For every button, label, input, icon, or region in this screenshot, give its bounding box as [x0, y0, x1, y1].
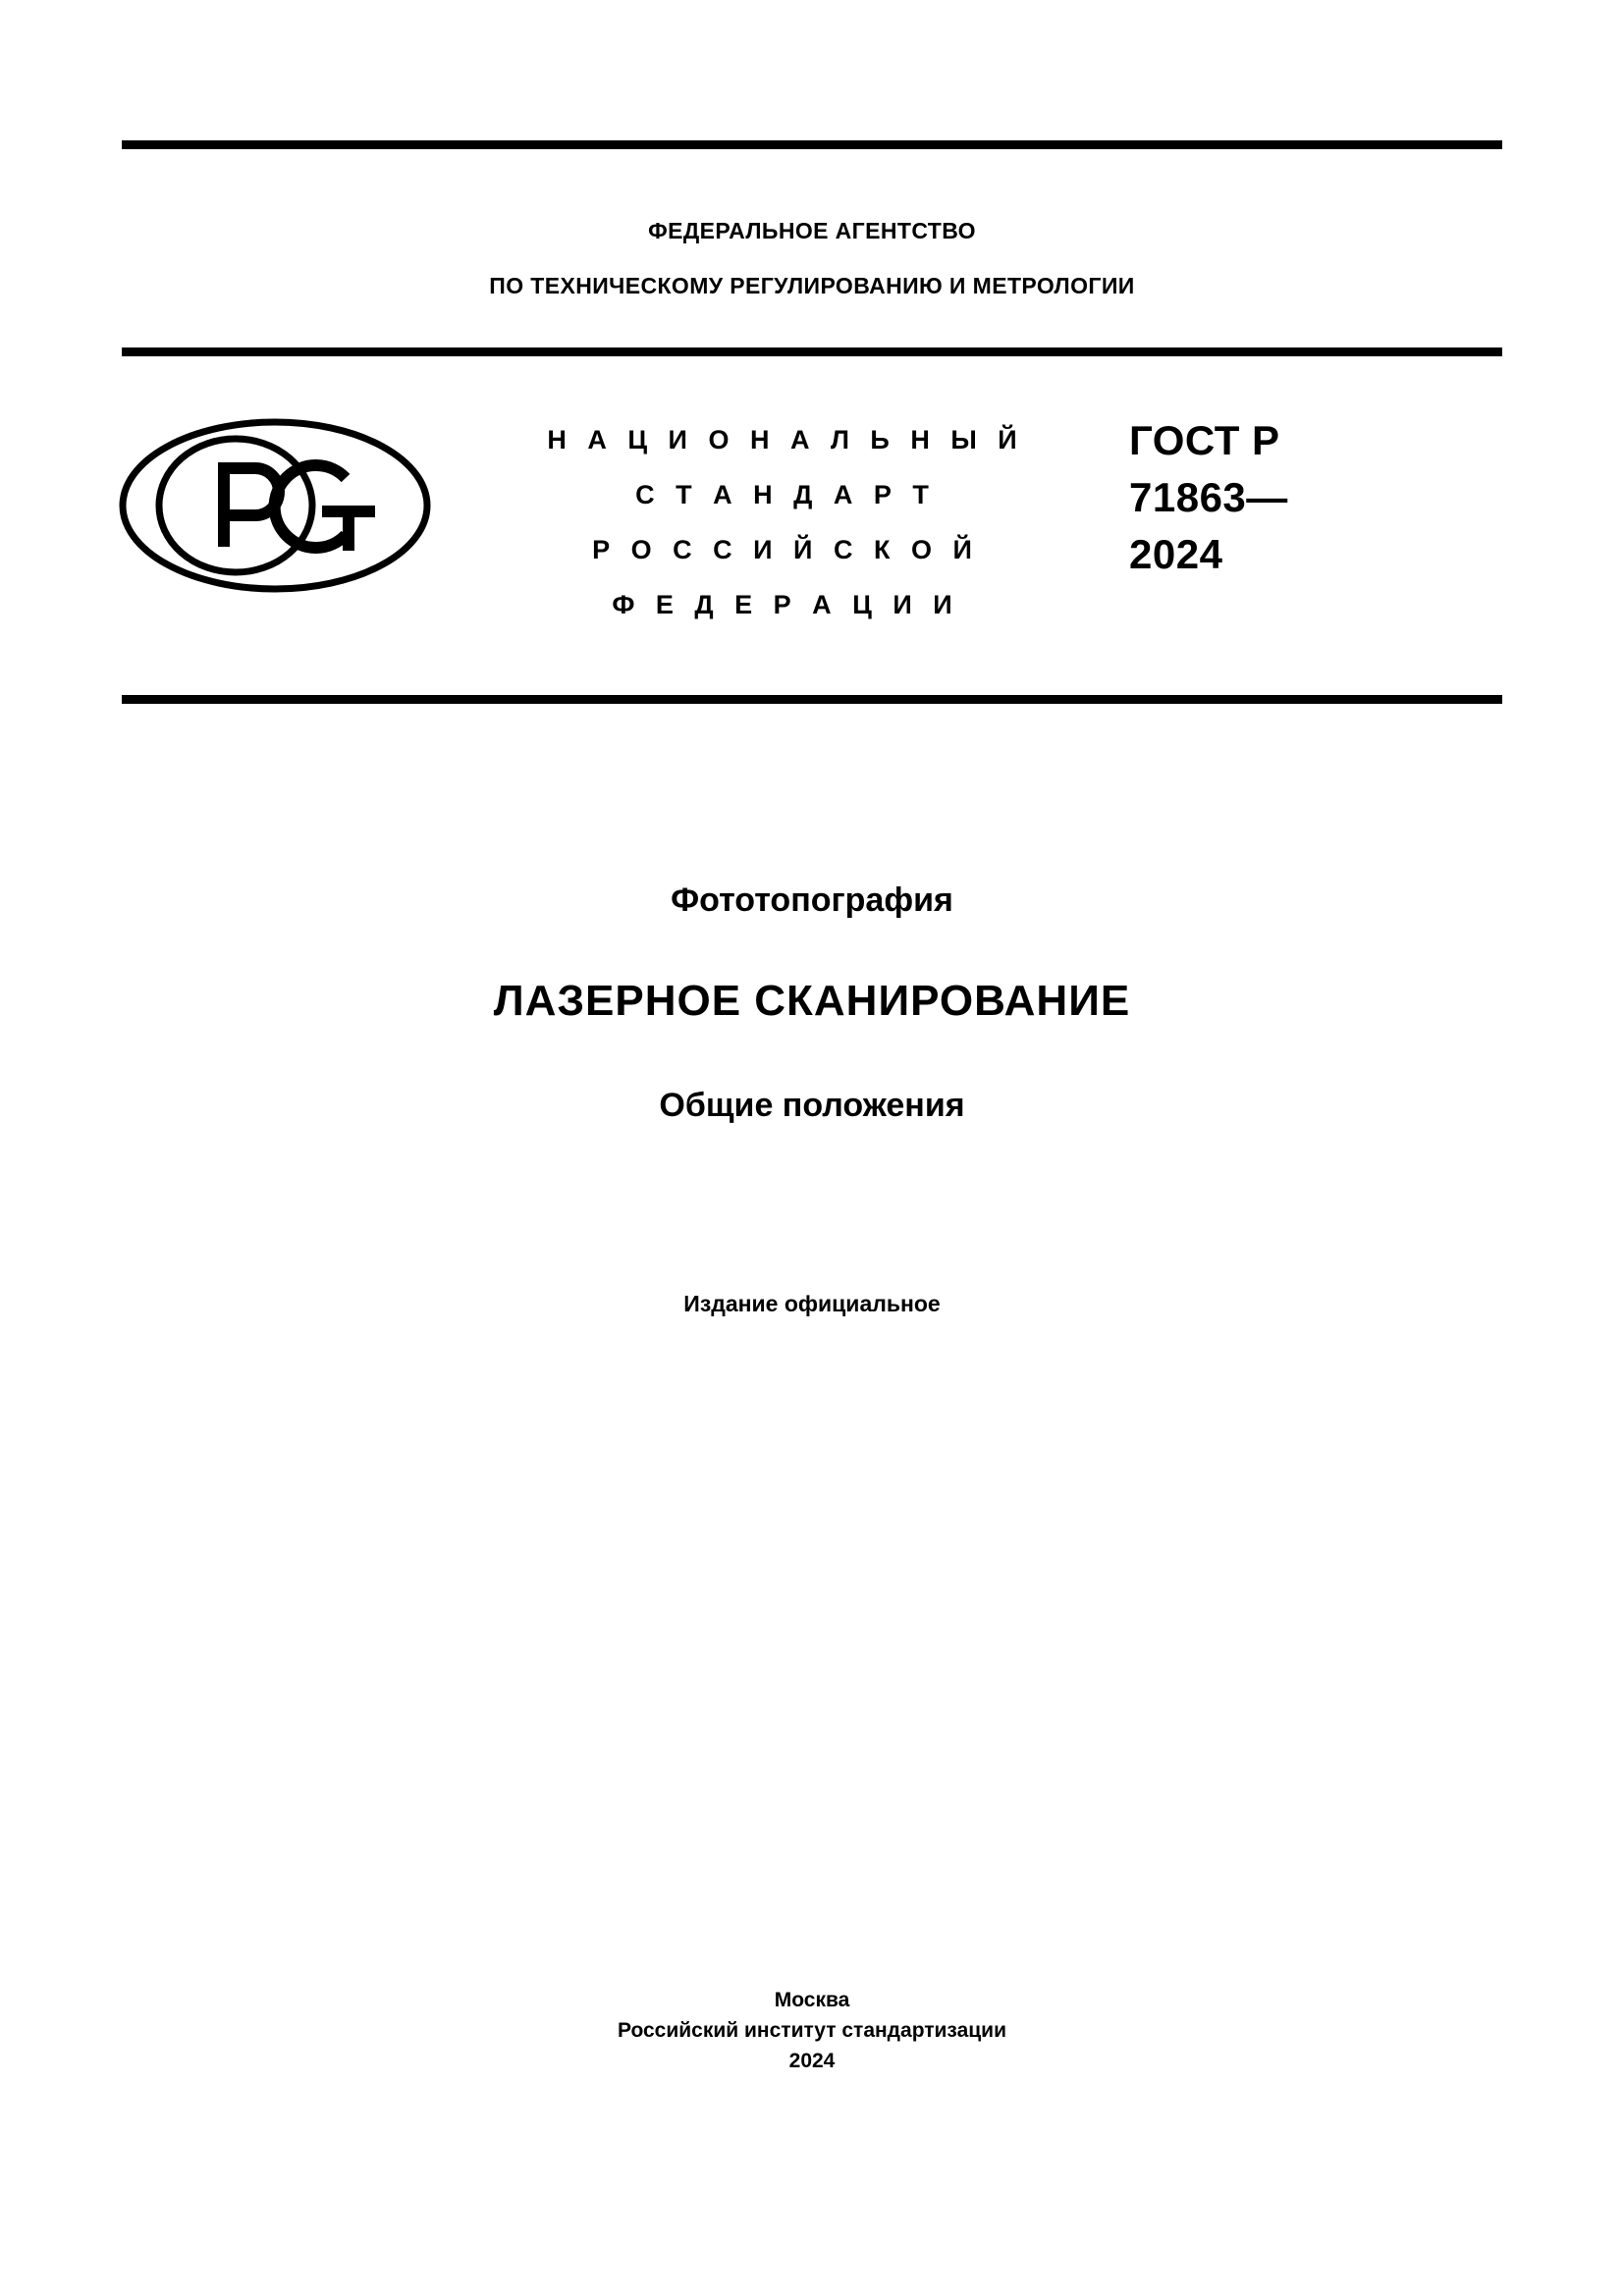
standard-designation-line-3: 2024 [1129, 531, 1223, 577]
page-title: ЛАЗЕРНОЕ СКАНИРОВАНИЕ [493, 977, 1131, 1025]
standard-designation [1129, 412, 1453, 583]
agency-name-line-1: ФЕДЕРАЛЬНОЕ АГЕНТСТВО [648, 218, 976, 243]
imprint-city: Москва [774, 1989, 850, 2011]
title-subtitle: Общие положения [659, 1087, 965, 1124]
agency-name-line-2: ПО ТЕХНИЧЕСКОМУ РЕГУЛИРОВАНИЮ И МЕТРОЛОГИИ [489, 273, 1135, 298]
national-standard-line-1: Н А Ц И О Н А Л Ь Н Ы Й [547, 425, 1024, 454]
standard-designation-line-2: 71863— [1129, 474, 1288, 520]
header-rule-top [122, 140, 1502, 149]
edition-note: Издание официальное [683, 1291, 941, 1316]
subject-field: Фототопография [671, 881, 953, 919]
gost-r-emblem-icon [118, 417, 432, 594]
standard-designation-line-1: ГОСТ Р [1129, 417, 1280, 463]
national-standard-line-4: Ф Е Д Е Р А Ц И И [612, 590, 959, 619]
header-rule-middle [122, 347, 1502, 356]
header-rule-bottom [122, 695, 1502, 704]
imprint [122, 1985, 1502, 2076]
national-standard-line-2: С Т А Н Д А Р Т [635, 480, 936, 509]
imprint-publisher: Российский институт стандартизации [617, 2019, 1007, 2042]
imprint-year: 2024 [788, 2050, 836, 2072]
national-standard-wording [511, 412, 1060, 632]
national-standard-line-3: Р О С С И Й С К О Й [592, 535, 979, 564]
